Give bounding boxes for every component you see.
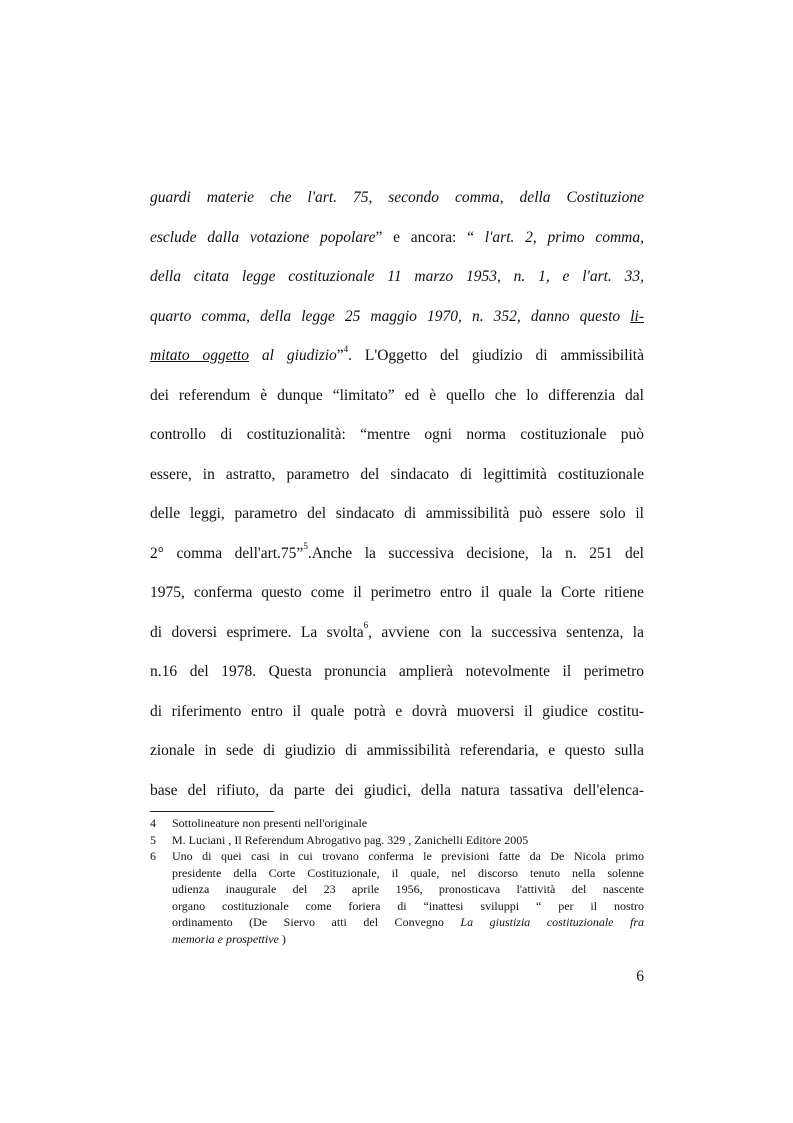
italic-text: della citata legge costituzionale 11 marzo 1953, n. 1, e l'art. 33, — [150, 268, 644, 285]
text-run: ” e ancora: “ — [375, 228, 475, 246]
body-line: delle leggi, parametro del sindacato di ammissibilità può essere solo il — [150, 505, 644, 522]
italic-text: memoria e prospettive — [172, 931, 279, 946]
body-line: n.16 del 1978. Questa pronuncia amplierà notevolmente il perimetro — [150, 663, 644, 680]
text-run: ) — [278, 931, 286, 946]
underlined-text: mitato oggetto — [150, 347, 249, 364]
footnote-text — [172, 848, 644, 947]
italic-text: guardi materie che l'art. 75, secondo comma, della Costituzione — [150, 189, 644, 206]
body-line — [150, 257, 644, 297]
footnote-number: 4 — [150, 816, 156, 830]
body-line: controllo di costituzionalità: “mentre ogni norma costituzionale può — [150, 426, 644, 443]
body-line: base del rifiuto, da parte dei giudici, della natura tassativa dell'elenca- — [150, 781, 644, 799]
footnote-ref-5[interactable]: 5 — [303, 541, 308, 552]
footnote-number: 6 — [150, 849, 156, 863]
text-run: 2° comma dell'art.75” — [150, 544, 304, 562]
text-run: .Anche la successiva decisione, la n. 251 del — [307, 544, 644, 562]
body-line — [150, 613, 644, 653]
footnote-5 — [150, 832, 644, 849]
italic-text: al giudizio — [249, 347, 337, 364]
footnote-number: 5 — [150, 832, 156, 847]
body-line — [150, 218, 644, 258]
footnote-6 — [150, 848, 644, 947]
page-number: 6 — [636, 968, 644, 985]
footnote-ref-4[interactable]: 4 — [343, 343, 349, 354]
footnote-text: Sottolineature non presenti nell'originale — [172, 816, 368, 830]
italic-text: l'art. 2, primo comma, — [474, 228, 644, 246]
text-run: ordinamento (De Siervo atti del Convegno — [172, 915, 461, 929]
footnote-line — [172, 931, 644, 948]
text-run: , avviene con la successiva sentenza, la — [368, 623, 644, 641]
footnote-line: organo costituzionale come foriera di “inattesi sviluppi “ per il nostro — [172, 898, 644, 913]
body-line — [150, 297, 644, 337]
footnote-line: presidente della Corte Costituzionale, il quale, nel discorso tenuto nella solenne — [172, 865, 644, 880]
footnote-line: Uno di quei casi in cui trovano conferma le previsioni fatte da De Nicola primo — [172, 849, 644, 863]
footnotes — [150, 815, 644, 947]
footnote-text: M. Luciani , Il Referendum Abrogativo pag. 329 , Zanichelli Editore 2005 — [172, 832, 529, 847]
body-line: dei referendum è dunque “limitato” ed è quello che lo differenzia dal — [150, 386, 644, 404]
footnote-line: udienza inaugurale del 23 aprile 1956, pronosticava l'attività del nascente — [172, 882, 644, 896]
body-text — [150, 178, 644, 810]
body-line: zionale in sede di giudizio di ammissibilità referendaria, e questo sulla — [150, 742, 644, 759]
italic-text: esclude dalla votazione popolare — [150, 228, 376, 246]
body-line: 1975, conferma questo come il perimetro entro il quale la Corte ritiene — [150, 584, 644, 601]
text-run: . L'Oggetto del giudizio di ammissibilità — [348, 347, 644, 364]
body-line: di riferimento entro il quale potrà e dovrà muoversi il giudice costitu- — [150, 702, 644, 720]
italic-text: quarto comma, della legge 25 maggio 1970, n. 352, danno questo — [150, 307, 631, 325]
body-line — [150, 534, 644, 574]
footnote-ref-6[interactable]: 6 — [363, 620, 369, 631]
text-run: di doversi esprimere. La svolta — [150, 623, 364, 641]
underlined-text: li- — [630, 307, 644, 325]
body-line: essere, in astratto, parametro del sindacato di legittimità costituzionale — [150, 465, 644, 483]
body-line — [150, 336, 644, 376]
body-line — [150, 178, 644, 218]
footnote-line — [172, 914, 644, 931]
italic-text: La giustizia costituzionale fra — [460, 915, 645, 929]
footnote-4 — [150, 815, 644, 832]
footnote-separator — [150, 811, 274, 812]
text-run: ” — [336, 347, 344, 364]
